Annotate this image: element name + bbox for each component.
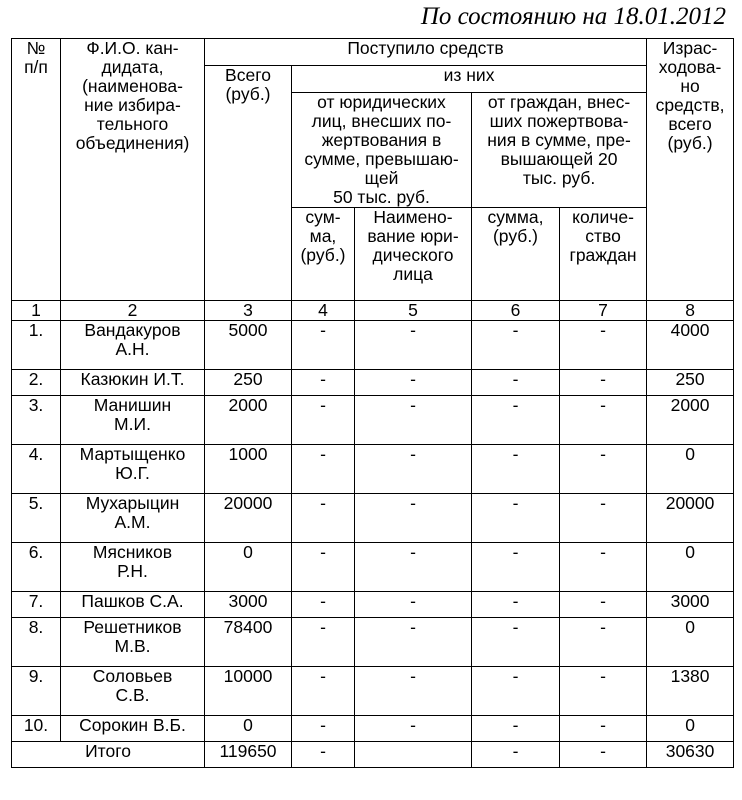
row-number: 2. (12, 370, 61, 396)
legal-name: - (355, 716, 472, 742)
column-number: 8 (647, 301, 734, 321)
citizens-count: - (560, 543, 647, 592)
total-received: 1000 (205, 445, 292, 494)
table-body (12, 321, 734, 768)
total-spent: 3000 (647, 592, 734, 618)
citizens-sum: - (472, 321, 560, 370)
citizens-sum: - (472, 370, 560, 396)
legal-name: - (355, 445, 472, 494)
legal-name: - (355, 543, 472, 592)
total-spent: 0 (647, 618, 734, 667)
citizens-count: - (560, 494, 647, 543)
report-date: По состоянию на 18.01.2012 (420, 3, 726, 30)
citizens-count: - (560, 445, 647, 494)
candidate-name: Мясников Р.Н. (61, 543, 205, 592)
grand-total-received: 119650 (205, 742, 292, 768)
citizens-count: - (560, 370, 647, 396)
row-number: 8. (12, 618, 61, 667)
header-total: Всего (руб.) (205, 66, 292, 301)
table-row (12, 370, 734, 396)
legal-name: - (355, 592, 472, 618)
total-received: 10000 (205, 667, 292, 716)
legal-name: - (355, 618, 472, 667)
citizens-count: - (560, 716, 647, 742)
header-of-them: из них (292, 66, 647, 93)
total-received: 0 (205, 543, 292, 592)
column-numbers-row (12, 301, 734, 321)
row-number: 9. (12, 667, 61, 716)
grand-citizens-sum: - (472, 742, 560, 768)
table-row (12, 321, 734, 370)
citizens-count: - (560, 396, 647, 445)
legal-sum: - (292, 321, 355, 370)
donations-table (11, 38, 734, 768)
table-row (12, 716, 734, 742)
column-number: 2 (61, 301, 205, 321)
total-received: 2000 (205, 396, 292, 445)
total-spent: 4000 (647, 321, 734, 370)
citizens-count: - (560, 321, 647, 370)
legal-name: - (355, 494, 472, 543)
citizens-sum: - (472, 445, 560, 494)
grand-total-spent: 30630 (647, 742, 734, 768)
citizens-sum: - (472, 543, 560, 592)
row-number: 4. (12, 445, 61, 494)
total-spent: 1380 (647, 667, 734, 716)
table-row (12, 543, 734, 592)
header-citizens-sum: сумма, (руб.) (472, 208, 560, 301)
column-number: 3 (205, 301, 292, 321)
table-row (12, 618, 734, 667)
candidate-name: Мартыщенко Ю.Г. (61, 445, 205, 494)
header-legal-name: Наимено- вание юри- дического лица (355, 208, 472, 301)
citizens-sum: - (472, 494, 560, 543)
total-spent: 250 (647, 370, 734, 396)
grand-citizens-count: - (560, 742, 647, 768)
header-received: Поступило средств (205, 39, 647, 66)
total-received: 20000 (205, 494, 292, 543)
legal-name: - (355, 321, 472, 370)
legal-sum: - (292, 592, 355, 618)
total-received: 78400 (205, 618, 292, 667)
total-received: 250 (205, 370, 292, 396)
total-received: 3000 (205, 592, 292, 618)
total-spent: 20000 (647, 494, 734, 543)
header-citizens: от граждан, внес- ших пожертвова- ния в сумме, пре- вышающей 20 тыс. руб. (472, 93, 647, 208)
citizens-count: - (560, 592, 647, 618)
legal-sum: - (292, 716, 355, 742)
legal-sum: - (292, 543, 355, 592)
legal-sum: - (292, 396, 355, 445)
legal-sum: - (292, 667, 355, 716)
table-row (12, 592, 734, 618)
legal-sum: - (292, 445, 355, 494)
candidate-name: Манишин М.И. (61, 396, 205, 445)
header-legal-entities: от юридических лиц, внесших по- жертвования в сумме, превышаю- щей 50 тыс. руб. (292, 93, 472, 208)
row-number: 10. (12, 716, 61, 742)
total-label: Итого (12, 742, 205, 768)
header-number: № п/п (12, 39, 61, 301)
table-row (12, 494, 734, 543)
citizens-count: - (560, 618, 647, 667)
citizens-sum: - (472, 618, 560, 667)
header-candidate: Ф.И.О. кан- дидата, (наименова- ние избира- тельного объединения) (61, 39, 205, 301)
table-row (12, 445, 734, 494)
column-number: 7 (560, 301, 647, 321)
legal-name: - (355, 667, 472, 716)
table-header (12, 39, 734, 321)
row-number: 3. (12, 396, 61, 445)
row-number: 1. (12, 321, 61, 370)
grand-legal-sum: - (292, 742, 355, 768)
total-received: 5000 (205, 321, 292, 370)
citizens-count: - (560, 667, 647, 716)
candidate-name: Соловьев С.В. (61, 667, 205, 716)
row-number: 6. (12, 543, 61, 592)
candidate-name: Казюкин И.Т. (61, 370, 205, 396)
legal-sum: - (292, 370, 355, 396)
total-spent: 0 (647, 716, 734, 742)
citizens-sum: - (472, 396, 560, 445)
header-citizens-count: количе- ство граждан (560, 208, 647, 301)
row-number: 7. (12, 592, 61, 618)
total-spent: 0 (647, 543, 734, 592)
candidate-name: Вандакуров А.Н. (61, 321, 205, 370)
row-number: 5. (12, 494, 61, 543)
candidate-name: Пашков С.А. (61, 592, 205, 618)
legal-name: - (355, 370, 472, 396)
citizens-sum: - (472, 592, 560, 618)
legal-sum: - (292, 494, 355, 543)
candidate-name: Решетников М.В. (61, 618, 205, 667)
legal-sum: - (292, 618, 355, 667)
grand-legal-name (355, 742, 472, 768)
table-row (12, 396, 734, 445)
candidate-name: Мухарыцин А.М. (61, 494, 205, 543)
column-number: 6 (472, 301, 560, 321)
total-row (12, 742, 734, 768)
candidate-name: Сорокин В.Б. (61, 716, 205, 742)
total-spent: 2000 (647, 396, 734, 445)
header-legal-sum: сум- ма, (руб.) (292, 208, 355, 301)
column-number: 4 (292, 301, 355, 321)
legal-name: - (355, 396, 472, 445)
table-row (12, 667, 734, 716)
total-received: 0 (205, 716, 292, 742)
column-number: 1 (12, 301, 61, 321)
citizens-sum: - (472, 667, 560, 716)
column-number: 5 (355, 301, 472, 321)
header-spent: Израс- ходова- но средств, всего (руб.) (647, 39, 734, 301)
total-spent: 0 (647, 445, 734, 494)
citizens-sum: - (472, 716, 560, 742)
